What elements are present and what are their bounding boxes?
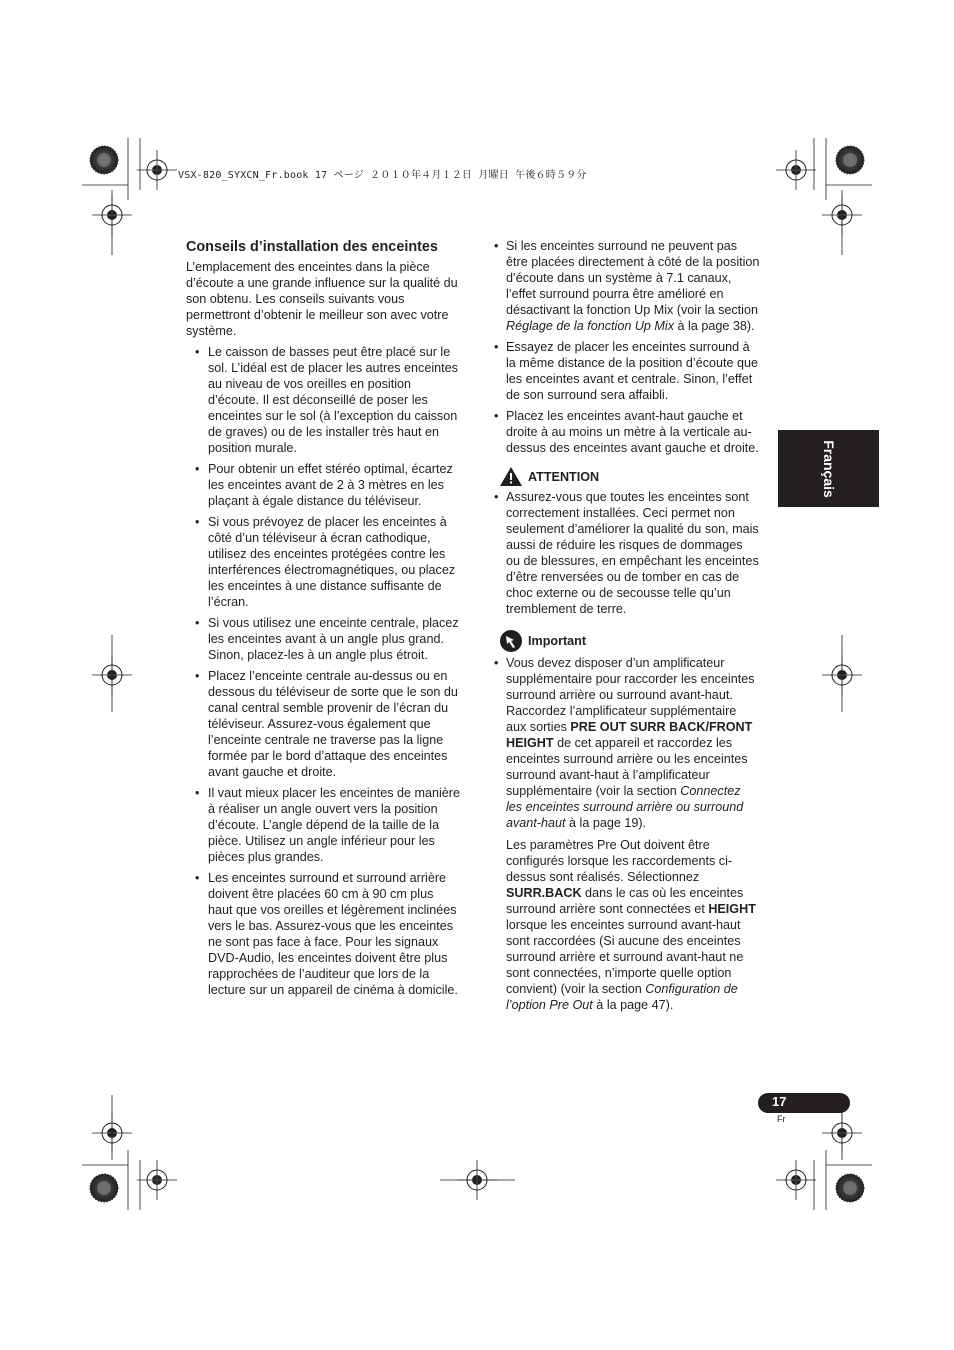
right-column bbox=[494, 238, 760, 1013]
attention-title: ATTENTION bbox=[528, 469, 600, 484]
language-tab bbox=[778, 430, 879, 507]
placement-tips-list bbox=[186, 344, 460, 998]
list-item-text: de cet appareil et raccordez les enceintes surround arrière ou les enceintes surround avant-haut à l’amplificateur supplémentaire (voir la section bbox=[506, 736, 748, 798]
pre-out-paragraph bbox=[494, 837, 760, 1013]
list-item: • Les enceintes surround et surround arrière doivent être placées 60 cm à 90 cm plus haut que vos oreilles et légèrement inclinées vers le bas. Assurez-vous que les enceintes ne sont pas face à face. Pour les signaux DVD-Audio, les enceintes doivent être plus rapprochées de l’auditeur que lors de la lecture sur un appareil de cinéma à domicile. bbox=[186, 870, 460, 998]
list-item: • Si vous prévoyez de placer les enceintes à côté d’un téléviseur à écran cathodique, utilisez des enceintes protégées contre les interférences électromagnétiques, ou placez les enceintes à une distance suffisante de l’écran. bbox=[186, 514, 460, 610]
list-item: • Assurez-vous que toutes les enceintes sont correctement installées. Ceci permet non seulement d’améliorer la qualité du son, mais aussi de réduire les risques de dommages ou de blessures, en empêchant les enceintes d’être renversées ou de tomber en cas de choc externe ou de secousse telle qu’un tremblement de terre. bbox=[494, 489, 760, 617]
output-label: PRE OUT SURR BACK/FRONT HEIGHT bbox=[506, 720, 753, 750]
page-number-badge bbox=[758, 1093, 850, 1113]
list-item: • Essayez de placer les enceintes surround à la même distance de la position d’écoute que les enceintes avant et centrale. Sinon, l’effet de son surround sera affaibli. bbox=[494, 339, 760, 403]
list-item: • Le caisson de basses peut être placé sur le sol. L’idéal est de placer les autres enceintes au niveau de vos oreilles en position d’écoute. Il est déconseillé de poser les enceintes sur le sol (à l’exception du caisson de graves) ou de les installer très haut en position murale. bbox=[186, 344, 460, 456]
option-label: SURR.BACK bbox=[506, 886, 582, 900]
section-reference: Réglage de la fonction Up Mix bbox=[506, 319, 675, 333]
list-item-text: Vous devez disposer d’un amplificateur supplémentaire pour raccorder les enceintes surround arrière ou surround avant-haut. Raccordez l’amplificateur supplémentaire aux sorties bbox=[506, 656, 755, 734]
list-item-text: à la page 19). bbox=[565, 816, 647, 830]
language-tab-label: Français bbox=[820, 439, 837, 498]
important-note-icon bbox=[500, 630, 522, 652]
page-number: 17 bbox=[772, 1094, 787, 1109]
list-item bbox=[494, 238, 760, 334]
section-reference: Configuration de l’option Pre Out bbox=[506, 982, 738, 1012]
important-list bbox=[494, 655, 760, 831]
section-title: Conseils d’installation des enceintes bbox=[186, 239, 438, 255]
option-label: HEIGHT bbox=[708, 902, 756, 916]
list-item: • Placez l’enceinte centrale au-dessus ou en dessous du téléviseur de sorte que le son du canal central semble provenir de l’écran du téléviseur. Assurez-vous également que l’enceinte centrale ne traverse pas la ligne formée par le bord d’attaque des enceintes avant gauche et droite. bbox=[186, 668, 460, 780]
important-heading bbox=[500, 630, 760, 652]
paragraph-text: à la page 47). bbox=[592, 998, 674, 1012]
list-item-text: à la page 38). bbox=[674, 319, 755, 333]
intro-paragraph: L’emplacement des enceintes dans la pièce d’écoute a une grande influence sur la qualité du son obtenu. Les conseils suivants vous permettront d’obtenir le meilleur son avec votre système. bbox=[186, 260, 458, 338]
page-language-code: Fr bbox=[777, 1114, 786, 1124]
placement-tips-list-continued bbox=[494, 238, 760, 456]
list-item: • Pour obtenir un effet stéréo optimal, écartez les enceintes avant de 2 à 3 mètres en les plaçant à égale distance du téléviseur. bbox=[186, 461, 460, 509]
paragraph-text: dans le cas où les enceintes surround arrière sont connectées et bbox=[506, 886, 744, 916]
list-item: • Placez les enceintes avant-haut gauche et droite à au moins un mètre à la verticale au-dessus des enceintes avant gauche et droite. bbox=[494, 408, 760, 456]
paragraph-text: Les paramètres Pre Out doivent être configurés lorsque les raccordements ci-dessus sont réalisés. Sélectionnez bbox=[506, 838, 733, 884]
list-item: • Si vous utilisez une enceinte centrale, placez les enceintes avant à un angle plus grand. Sinon, placez-les à un angle plus étroit. bbox=[186, 615, 460, 663]
attention-list bbox=[494, 489, 760, 617]
print-file-info: VSX-820_SYXCN_Fr.book 17 ページ ２０１０年４月１２日 月曜日 午後６時５９分 bbox=[178, 170, 587, 181]
section-reference: Connectez les enceintes surround arrière ou surround avant-haut bbox=[506, 784, 744, 830]
paragraph-text: lorsque les enceintes surround avant-haut sont raccordées (Si aucune des enceintes surround arrière et surround avant-haut ne sont connectées, n’importe quelle option convient) (voir la section bbox=[506, 918, 744, 996]
left-column bbox=[186, 238, 460, 1003]
important-title: Important bbox=[528, 634, 587, 648]
list-item bbox=[494, 655, 760, 831]
warning-triangle-icon bbox=[500, 467, 522, 486]
attention-heading bbox=[500, 467, 760, 486]
list-item-text: Si les enceintes surround ne peuvent pas être placées directement à côté de la position d’écoute dans un système à 7.1 canaux, l’effet surround pourra être amélioré en désactivant la fonction Up Mix (voir la section bbox=[506, 239, 760, 317]
list-item: • Il vaut mieux placer les enceintes de manière à réaliser un angle ouvert vers la position d’écoute. L’angle dépend de la taille de la pièce. Utilisez un angle inférieur pour les pièces plus grandes. bbox=[186, 785, 460, 865]
